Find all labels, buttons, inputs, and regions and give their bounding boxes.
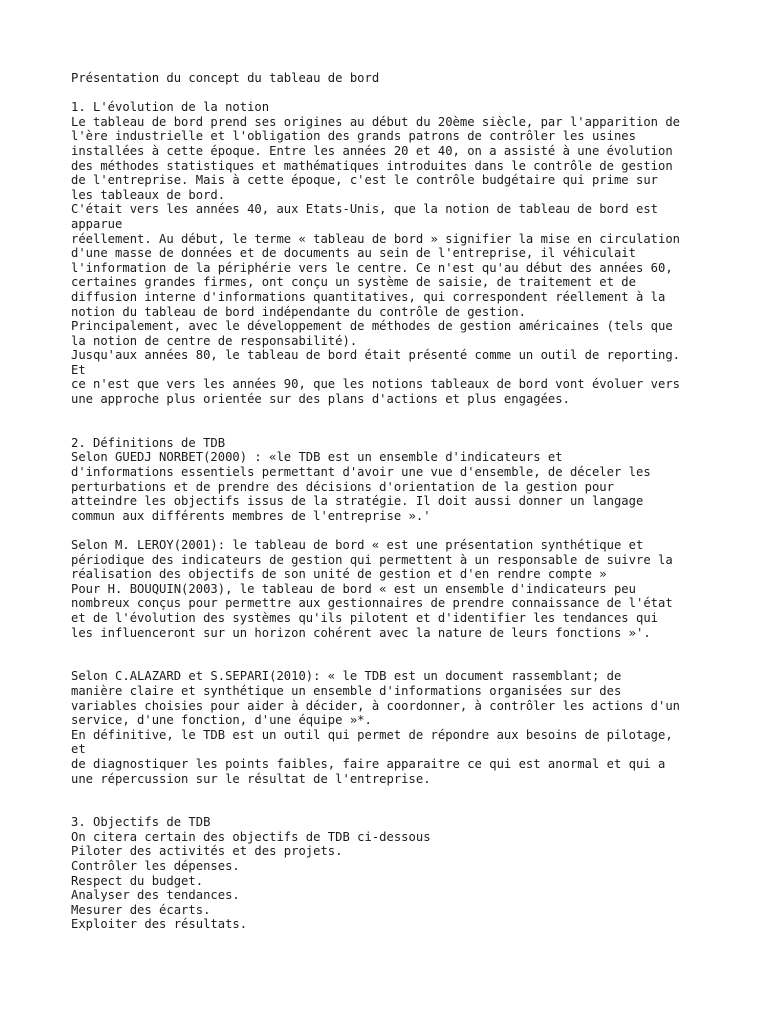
document-page	[71, 71, 711, 932]
text-line: d'informations essentiels permettant d'avoir une vue d'ensemble, de déceler les	[71, 465, 651, 480]
text-line: Selon C.ALAZARD et S.SEPARI(2010): « le TDB est un document rassemblant; de	[71, 669, 622, 684]
section-evolution	[71, 100, 711, 406]
section-heading: 2. Définitions de TDB	[71, 435, 226, 450]
text-line: les influenceront sur un horizon cohérent avec la nature de leurs fonctions »'.	[71, 625, 651, 640]
definition-alazard-separi	[71, 669, 711, 786]
text-line: En définitive, le TDB est un outil qui permet de répondre aux besoins de pilotage,	[71, 727, 673, 742]
section-objectifs	[71, 815, 711, 932]
text-line: réalisation des objectifs de son unité de gestion et d'en rendre compte »	[71, 567, 607, 582]
text-line: des méthodes statistiques et mathématiques introduites dans le contrôle de gestion	[71, 158, 673, 173]
spacer	[71, 407, 711, 422]
text-line: commun aux différents membres de l'entreprise ».'	[71, 508, 431, 523]
text-line: certaines grandes firmes, ont conçu un système de saisie, de traitement et de	[71, 275, 636, 290]
spacer	[71, 421, 711, 436]
text-line: Selon M. LEROY(2001): le tableau de bord « est une présentation synthétique et	[71, 538, 644, 552]
text-line: apparue	[71, 216, 123, 231]
text-line: C'était vers les années 40, aux Etats-Unis, que la notion de tableau de bord est	[71, 202, 658, 217]
text-line: périodique des indicateurs de gestion qui permettent à un responsable de suivre la	[71, 552, 673, 567]
text-line: Pour H. BOUQUIN(2003), le tableau de bord « est un ensemble d'indicateurs peu	[71, 581, 636, 596]
list-item: Respect du budget.	[71, 873, 204, 888]
text-line: les tableaux de bord.	[71, 187, 226, 202]
text-line: variables choisies pour aider à décider, à coordonner, à contrôler les actions d'un	[71, 698, 681, 713]
text-line: Et	[71, 362, 86, 377]
text-line: l'information de la périphérie vers le centre. Ce n'est qu'au début des années 60,	[71, 260, 673, 275]
text-line: Selon GUEDJ NORBET(2000) : «le TDB est un ensemble d'indicateurs et	[71, 450, 563, 465]
text-line: et	[71, 742, 86, 757]
text-line: installées à cette époque. Entre les années 20 et 40, on a assisté à une évolution	[71, 143, 673, 158]
text-line: diffusion interne d'informations quantitatives, qui correspondent réellement à la	[71, 289, 666, 304]
list-item: Exploiter des résultats.	[71, 917, 248, 932]
list-item: Mesurer des écarts.	[71, 902, 211, 917]
section-heading: 3. Objectifs de TDB	[71, 815, 211, 830]
definition-leroy-bouquin	[71, 538, 711, 640]
text-line: d'une masse de données et de documents au sein de l'entreprise, il véhiculait	[71, 246, 636, 261]
text-line: la notion de centre de responsabilité).	[71, 333, 358, 348]
spacer	[71, 786, 711, 801]
spacer	[71, 640, 711, 655]
document-title: Présentation du concept du tableau de bord	[71, 71, 380, 85]
list-item: Analyser des tendances.	[71, 888, 240, 903]
spacer	[71, 86, 711, 101]
text-line: et de l'évolution des systèmes qu'ils pilotent et d'identifier les tendances qui	[71, 610, 658, 625]
spacer	[71, 801, 711, 816]
text-line: l'ère industrielle et l'obligation des grands patrons de contrôler les usines	[71, 129, 636, 144]
list-item: Contrôler les dépenses.	[71, 859, 240, 874]
text-line: une approche plus orientée sur des plans d'actions et plus engagées.	[71, 392, 570, 407]
text-line: de diagnostiquer les points faibles, faire apparaitre ce qui est anormal et qui a	[71, 756, 666, 771]
spacer	[71, 655, 711, 670]
text-line: Jusqu'aux années 80, le tableau de bord était présenté comme un outil de reporting.	[71, 348, 681, 363]
section-body	[71, 115, 711, 407]
text-line: notion du tableau de bord indépendante du contrôle de gestion.	[71, 304, 526, 319]
definition-guedj	[71, 450, 711, 523]
section-definitions	[71, 436, 711, 786]
text-line: de l'entreprise. Mais à cette époque, c'est le contrôle budgétaire qui prime sur	[71, 173, 658, 188]
text-line: une répercussion sur le résultat de l'entreprise.	[71, 771, 431, 786]
text-line: service, d'une fonction, d'une équipe »*.	[71, 713, 372, 728]
text-line: manière claire et synthétique un ensemble d'informations organisées sur des	[71, 683, 622, 698]
objectives-list	[71, 830, 711, 932]
text-line: Principalement, avec le développement de méthodes de gestion américaines (tels que	[71, 319, 673, 334]
text-line: atteindre les objectifs issus de la stratégie. Il doit aussi donner un langage	[71, 494, 644, 509]
text-line: ce n'est que vers les années 90, que les notions tableaux de bord vont évoluer vers	[71, 377, 681, 392]
text-line: perturbations et de prendre des décisions d'orientation de la gestion pour	[71, 479, 614, 494]
list-item: Piloter des activités et des projets.	[71, 844, 343, 859]
text-line: nombreux conçus pour permettre aux gestionnaires de prendre connaissance de l'état	[71, 596, 673, 611]
text-line: réellement. Au début, le terme « tableau de bord » signifier la mise en circulation	[71, 231, 681, 246]
section-heading: 1. L'évolution de la notion	[71, 100, 270, 115]
text-line: On citera certain des objectifs de TDB ci-dessous	[71, 829, 431, 844]
spacer	[71, 523, 711, 538]
text-line: Le tableau de bord prend ses origines au début du 20ème siècle, par l'apparition de	[71, 114, 681, 129]
